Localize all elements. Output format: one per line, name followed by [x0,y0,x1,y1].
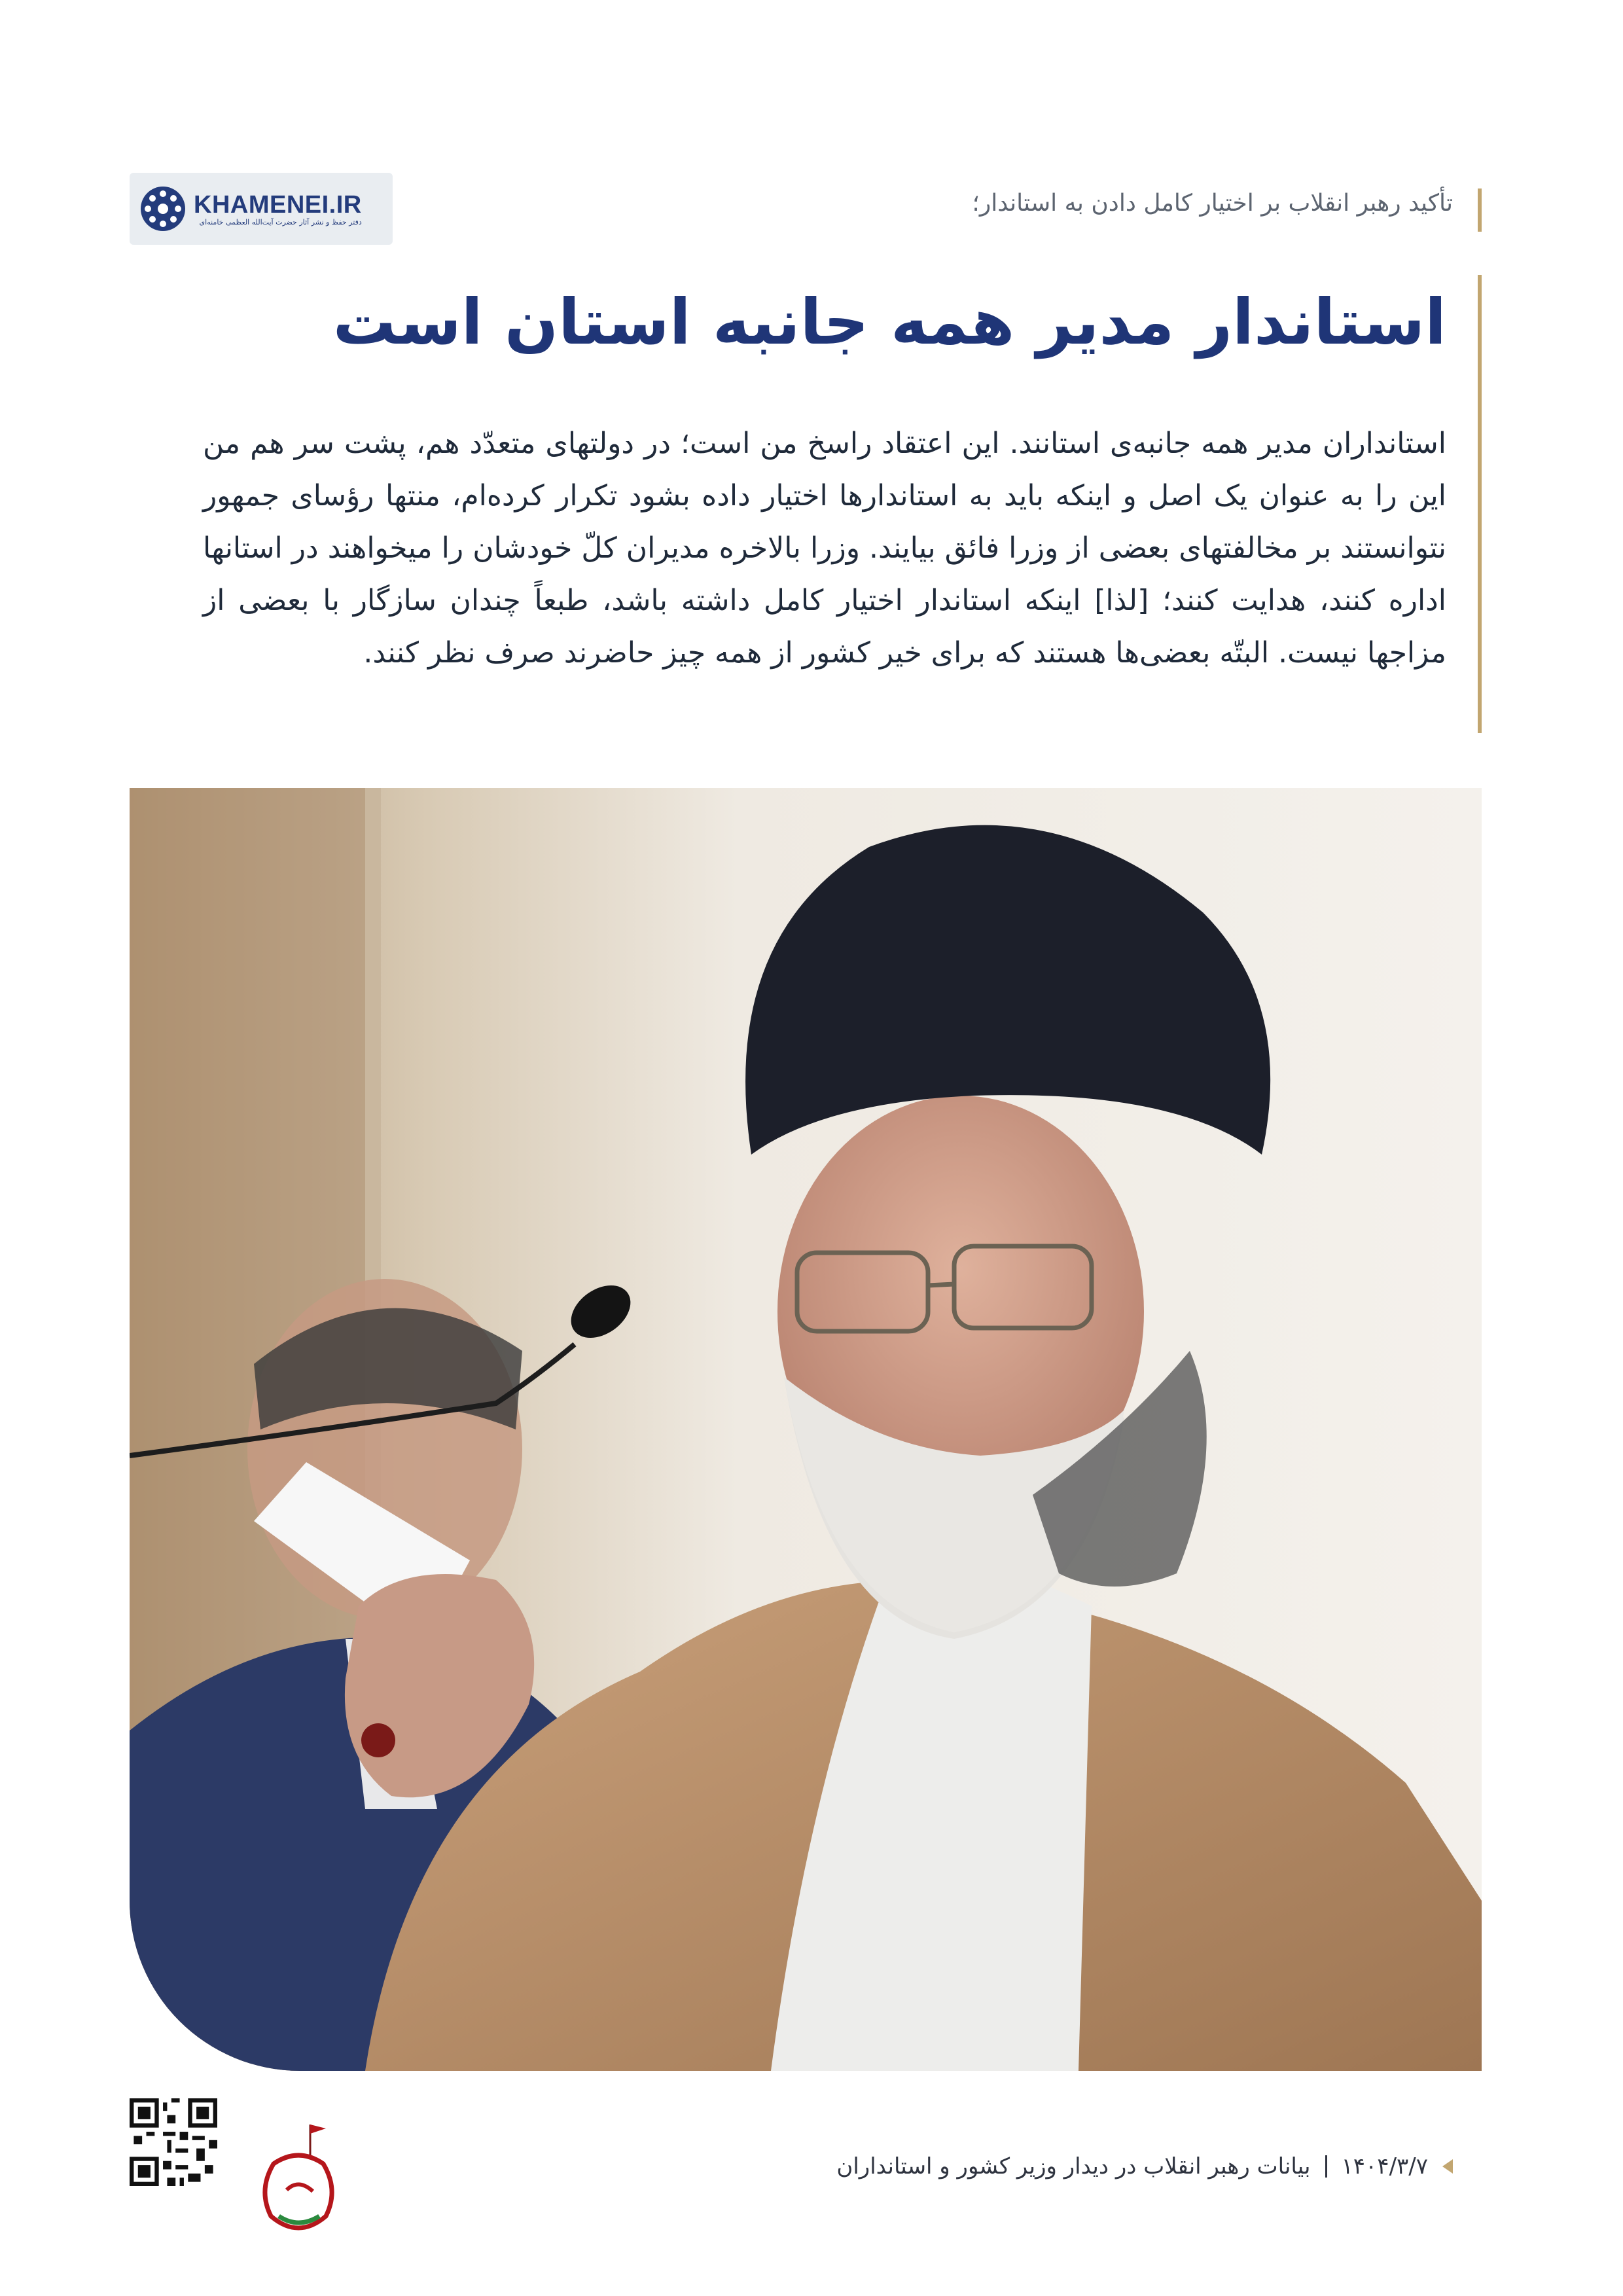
footer-source-text: بیانات رهبر انقلاب در دیدار وزیر کشور و استانداران [836,2153,1311,2179]
title-accent-bar [1478,275,1482,733]
footer-source [836,2153,1453,2179]
khamenei-logo[interactable] [130,173,393,245]
logo-emblem-icon [139,185,187,233]
page-title: استاندار مدیر همه جانبه استان است [332,285,1446,359]
footer-date: ۱۴۰۴/۳/۷ [1341,2153,1428,2179]
speaker-photo [130,788,1482,2071]
quote-paragraph: استانداران مدیر همه جانبه‌ی استانند. این اعتقاد راسخ من است؛ در دولتهای متعدّد هم، پشت سر هم من این را به عنوان یک اصل و اینکه باید به استاندارها اختیار داده بشود تکرار کرده‌ام، منتها رؤسای جمهور نتوانستند بر مخالفتهای بعضی از وزرا فائق بیایند. وزرا بالاخره مدیران کلّ خودشان را میخواهند در استانها اداره کنند، هدایت کنند؛ [لذا] اینکه استاندار اختیار کامل داشته باشد، طبعاً چندان سازگار با بعضی از مزاجها نیست. البتّه بعضی‌ها هستند که برای خیر کشور از همه چیز حاضرند صرف نظر کنند. [203,427,1446,670]
footer-separator [1325,2155,1327,2178]
logo-title: KHAMENEI.IR [194,190,362,219]
page-subtitle: تأکید رهبر انقلاب بر اختیار کامل دادن به استاندار؛ [972,190,1453,217]
qr-code-icon[interactable] [130,2098,217,2186]
subtitle-accent-bar [1478,188,1482,232]
logo-subtitle: دفتر حفظ و نشر آثار حضرت آیت‌الله العظمی خامنه‌ای [199,217,362,226]
campaign-emblem-icon [247,2118,349,2242]
triangle-marker-icon [1442,2159,1453,2174]
